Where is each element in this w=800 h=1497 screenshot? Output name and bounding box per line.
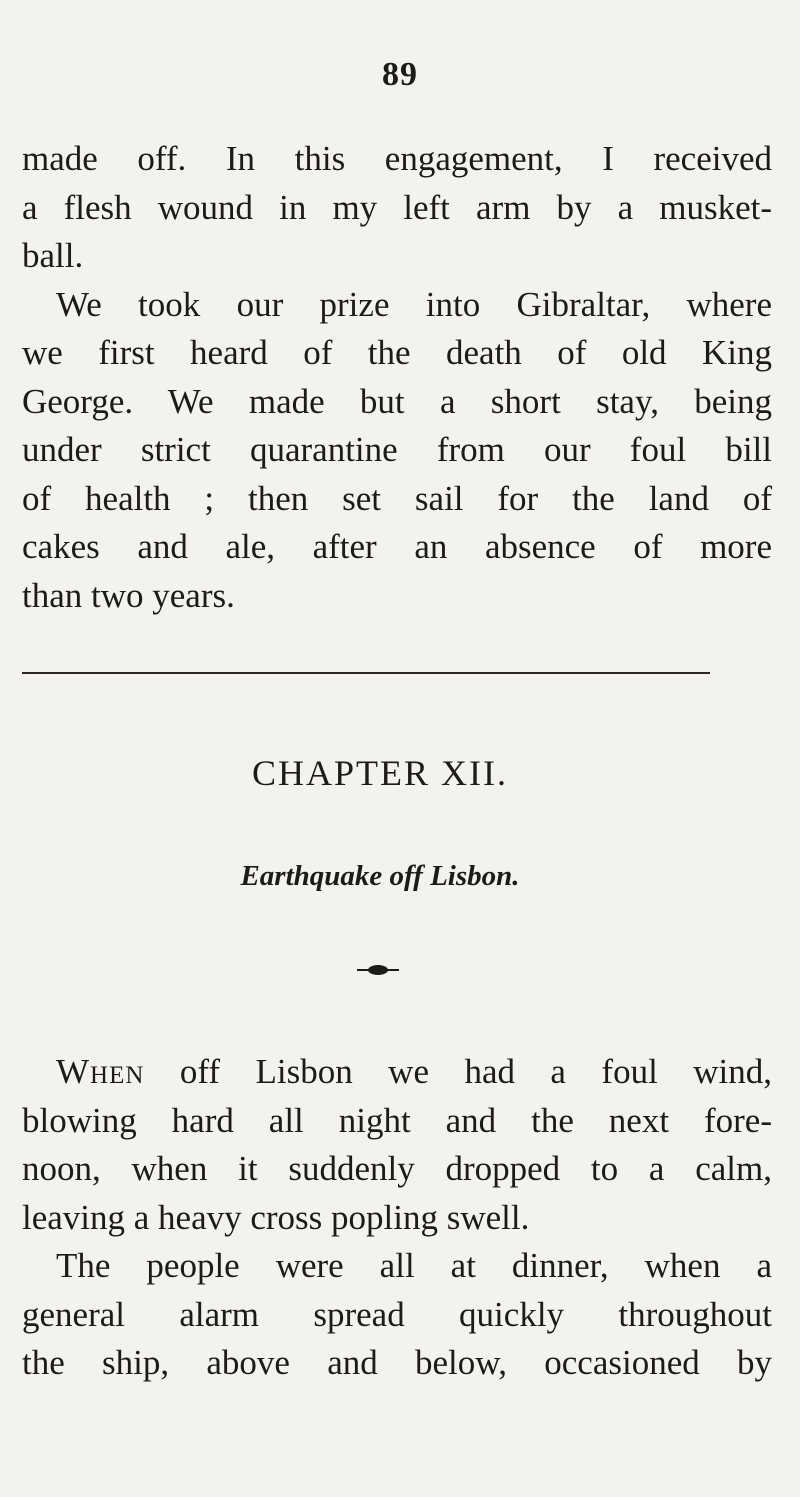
section-divider-rule (22, 672, 710, 674)
text-line: a flesh wound in my left arm by a musket- (22, 187, 772, 227)
drop-word: When (56, 1052, 145, 1091)
text-line: noon, when it suddenly dropped to a calm, (22, 1149, 772, 1188)
text-line: blowing hard all night and the next fore- (22, 1100, 772, 1140)
text-line: ball. (22, 236, 84, 275)
text-line: under strict quarantine from our foul bill (22, 430, 772, 469)
text-line: made off. In this engagement, I received (22, 139, 772, 178)
text-line: general alarm spread quickly throughout (22, 1294, 772, 1334)
text-line: George. We made but a short stay, being (22, 381, 772, 421)
page-number: 89 (382, 56, 418, 93)
chapter-heading: CHAPTER XII. (252, 753, 508, 793)
ornament-dash-icon (355, 962, 401, 978)
text-line: the ship, above and below, occasioned by (22, 1343, 772, 1382)
text-block-top (22, 135, 772, 620)
text-fragment: off Lisbon we had a foul wind, (144, 1052, 772, 1091)
text-line: cakes and ale, after an absence of more (22, 527, 772, 566)
chapter-subtitle: Earthquake off Lisbon. (240, 860, 520, 892)
text-block-bottom (22, 1048, 772, 1388)
text-line: The people were all at dinner, when a (56, 1246, 772, 1285)
text-line: than two years. (22, 575, 235, 615)
text-line: we first heard of the death of old King (22, 333, 772, 372)
text-line: leaving a heavy cross popling swell. (22, 1197, 530, 1237)
text-line: We took our prize into Gibraltar, where (56, 284, 772, 324)
text-line: of health ; then set sail for the land of (22, 478, 772, 518)
text-line (22, 1048, 772, 1097)
